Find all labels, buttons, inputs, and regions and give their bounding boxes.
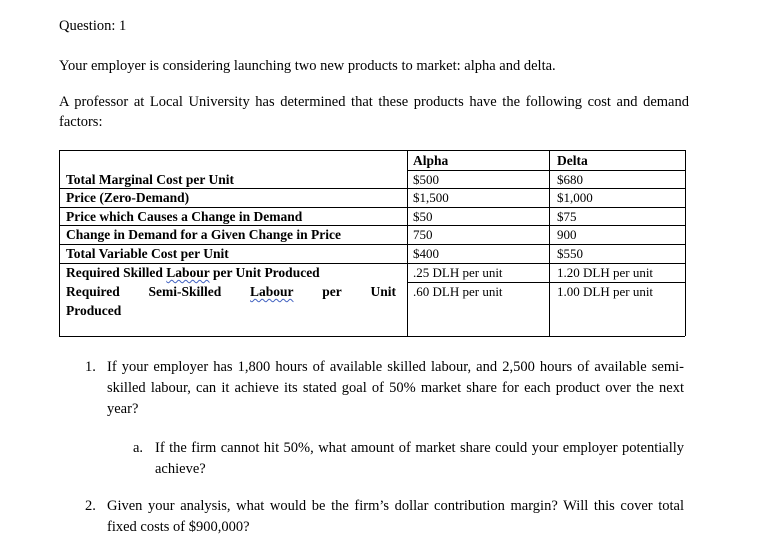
alpha-price-change: $50: [413, 209, 433, 224]
question-2-number: 2.: [85, 498, 96, 514]
table-border-top: [59, 150, 685, 151]
delta-skilled-labour: 1.20 DLH per unit: [557, 265, 654, 280]
intro-paragraph: Your employer is considering launching two new products to market: alpha and delta.: [59, 58, 556, 74]
row-label-demand-change: Change in Demand for a Given Change in Price: [66, 227, 342, 242]
delta-price-change: $75: [557, 209, 577, 224]
question-heading: Question: 1: [59, 18, 127, 34]
question-1a: [133, 438, 684, 480]
row-label-skilled-labour: Required Skilled Labour per Unit Produced: [66, 265, 320, 280]
table-divider-delta: [549, 150, 550, 336]
row-label-variable-cost: Total Variable Cost per Unit: [66, 246, 229, 261]
question-2-text: Given your analysis, what would be the firm’s dollar contribution margin? Will this cover total fixed costs of $900,000?: [107, 498, 684, 535]
table-border-left: [59, 150, 60, 336]
row-label-zero-demand-price: Price (Zero-Demand): [66, 190, 190, 205]
header-rule: [407, 170, 685, 171]
question-1: [85, 357, 684, 420]
delta-variable-cost: $550: [557, 246, 583, 261]
row-label-semi-skilled-labour: Required Semi-Skilled Labour per Unit Produced: [66, 284, 396, 318]
delta-marginal-cost: $680: [557, 172, 583, 187]
context-paragraph: A professor at Local University has determined that these products have the following cost and demand factors:: [59, 94, 689, 130]
question-1-number: 1.: [85, 359, 96, 375]
question-1a-text: If the firm cannot hit 50%, what amount of market share could your employer potentially achieve?: [155, 440, 684, 477]
column-header-alpha: Alpha: [413, 153, 449, 168]
delta-semi-skilled-labour: 1.00 DLH per unit: [557, 284, 654, 299]
question-2: [85, 496, 684, 538]
question-1a-letter: a.: [133, 440, 144, 456]
table-border-right: [685, 150, 686, 336]
table-divider-alpha: [407, 150, 408, 336]
row-label-price-change: Price which Causes a Change in Demand: [66, 209, 303, 224]
alpha-demand-change: 750: [413, 227, 433, 242]
delta-zero-demand-price: $1,000: [557, 190, 593, 205]
column-header-delta: Delta: [557, 153, 588, 168]
table-border-bottom: [59, 336, 685, 337]
alpha-zero-demand-price: $1,500: [413, 190, 449, 205]
alpha-variable-cost: $400: [413, 246, 439, 261]
alpha-marginal-cost: $500: [413, 172, 439, 187]
row-label-marginal-cost: Total Marginal Cost per Unit: [66, 172, 235, 187]
cost-demand-table: [59, 150, 685, 336]
question-1-text: If your employer has 1,800 hours of available skilled labour, and 2,500 hours of available semi-skilled labour, can it achieve its stated goal of 50% market share for each product over the next year?: [107, 359, 684, 417]
alpha-semi-skilled-labour: .60 DLH per unit: [413, 284, 503, 299]
alpha-skilled-labour: .25 DLH per unit: [413, 265, 503, 280]
delta-demand-change: 900: [557, 227, 577, 242]
